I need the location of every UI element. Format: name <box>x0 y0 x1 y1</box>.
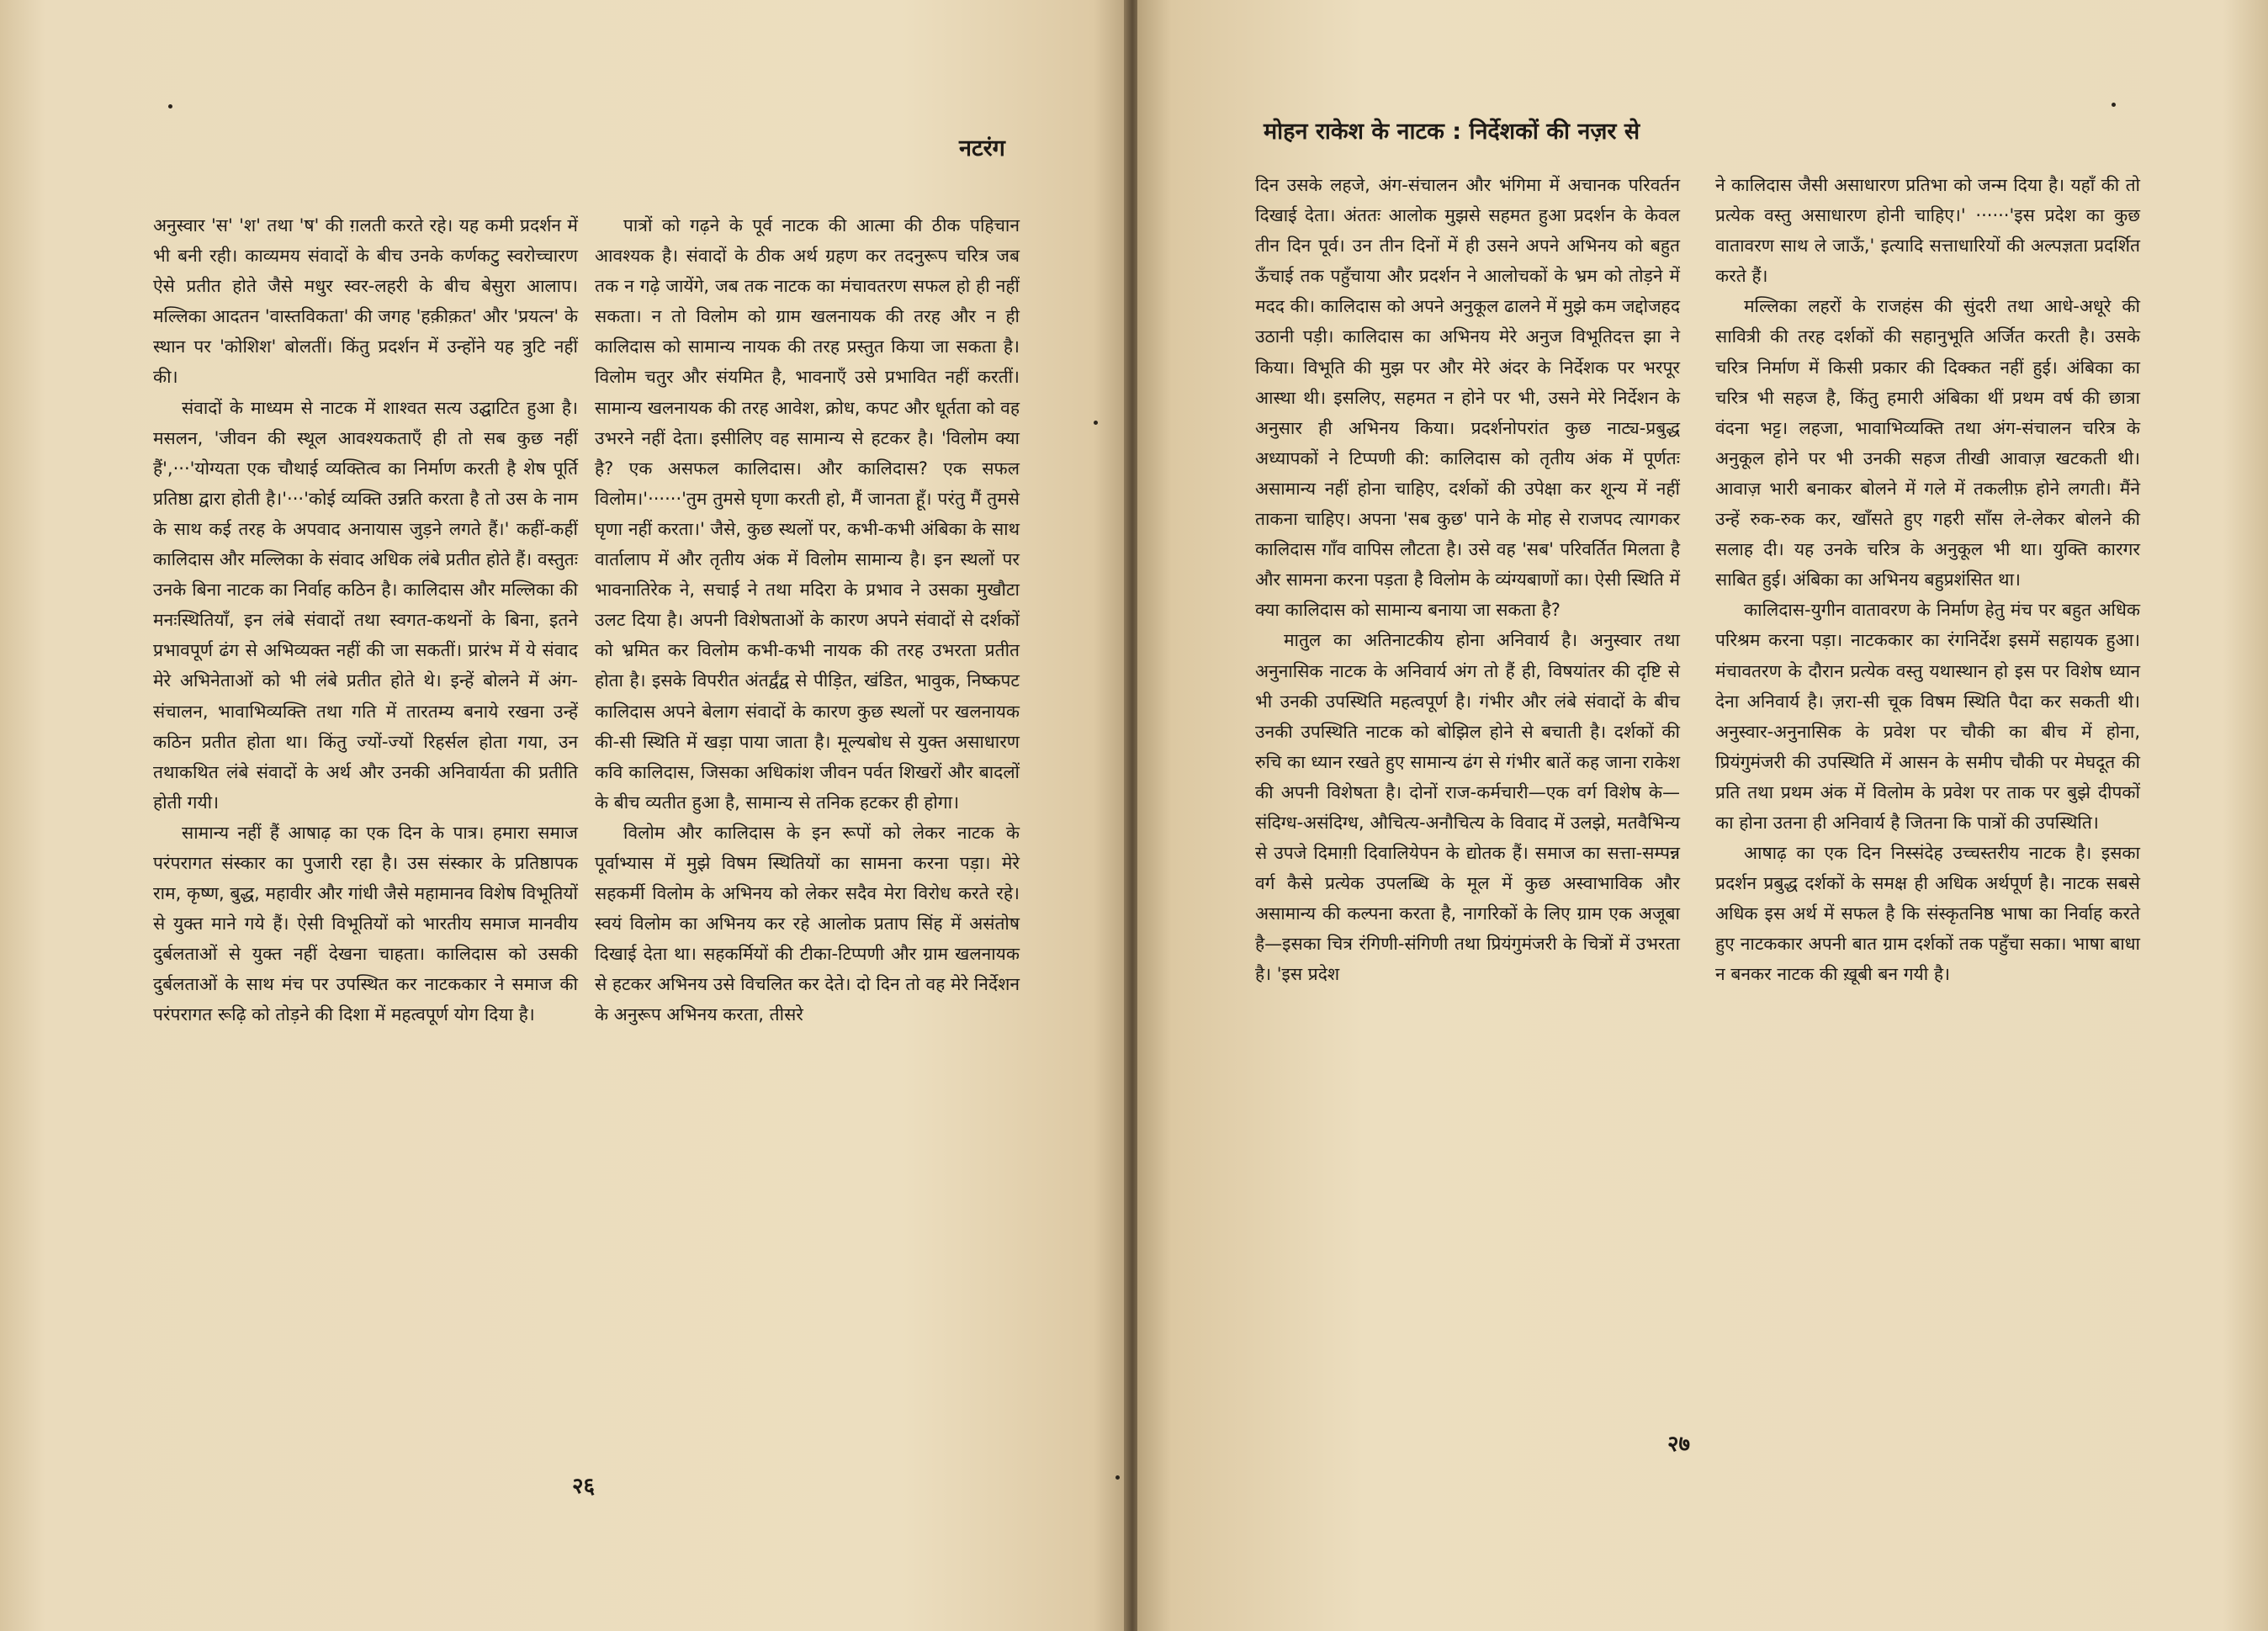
paragraph: कालिदास-युगीन वातावरण के निर्माण हेतु मंच पर बहुत अधिक परिश्रम करना पड़ा। नाटककार का रंगनिर्देश इसमें सहायक हुआ। मंचावतरण के दौरान प्रत्येक वस्तु यथास्थान हो इस पर विशेष ध्यान देना अनिवार्य है। ज़रा-सी चूक विषम स्थिति पैदा कर सकती थी। अनुस्वार-अनुनासिक के प्रवेश पर चौकी का बीच में होना, प्रियंगुमंजरी की उपस्थिति में आसन के समीप चौकी पर मेघदूत की प्रति तथा प्रथम अंक में विलोम के प्रवेश पर ताक पर बुझे दीपकों का होना उतना ही अनिवार्य है जितना कि पात्रों की उपस्थिति। <box>1715 600 2140 833</box>
right-page-column-2 <box>1715 170 2140 990</box>
paragraph: आषाढ़ का एक दिन निस्संदेह उच्चस्तरीय नाटक है। इसका प्रदर्शन प्रबुद्ध दर्शकों के समक्ष ही अधिक अर्थपूर्ण है। नाटक सबसे अधिक इस अर्थ में सफल है कि संस्कृतनिष्ठ भाषा का निर्वाह करते हुए नाटककार अपनी बात ग्राम दर्शकों तक पहुँचा सका। भाषा बाधा न बनकर नाटक की ख़ूबी बन गयी है। <box>1715 843 2140 985</box>
paragraph: ने कालिदास जैसी असाधारण प्रतिभा को जन्म दिया है। यहाँ की तो प्रत्येक वस्तु असाधारण होनी चाहिए।' ······'इस प्रदेश का कुछ वातावरण साथ ले जाऊँ,' इत्यादि सत्ताधारियों की अल्पज्ञता प्रदर्शित करते हैं। <box>1715 175 2140 287</box>
left-page <box>0 0 1127 1631</box>
page-number: २७ <box>1667 1432 1691 1457</box>
paper-speck <box>1094 421 1098 425</box>
page-number: २६ <box>572 1474 596 1499</box>
paragraph: मल्लिका लहरों के राजहंस की सुंदरी तथा आधे-अधूरे की सावित्री की तरह दर्शकों की सहानुभूति अर्जित करती है। उसके चरित्र निर्माण में किसी प्रकार की दिक्कत नहीं हुई। अंबिका का चरित्र भी सहज है, किंतु हमारी अंबिका थीं प्रथम वर्ष की छात्रा वंदना भट्ट। लहजा, भावाभिव्यक्ति तथा अंग-संचालन चरित्र के अनुकूल होने पर भी उनकी सहज तीखी आवाज़ खटकती थी। आवाज़ भारी बनाकर बोलने में गले में तकलीफ़ होने लगती। मैंने उन्हें रुक-रुक कर, खाँसते हुए गहरी साँस ले-लेकर बोलने की सलाह दी। यह उनके चरित्र के अनुकूल भी था। युक्ति कारगर साबित हुई। अंबिका का अभिनय बहुप्रशंसित था। <box>1715 296 2140 590</box>
paragraph: पात्रों को गढ़ने के पूर्व नाटक की आत्मा की ठीक पहिचान आवश्यक है। संवादों के ठीक अर्थ ग्रहण कर तदनुरूप चरित्र जब तक न गढ़े जायेंगे, जब तक नाटक का मंचावतरण सफल हो ही नहीं सकता। न तो विलोम को ग्राम खलनायक की तरह और न ही कालिदास को सामान्य नायक की तरह प्रस्तुत किया जा सकता है। विलोम चतुर और संयमित है, भावनाएँ उसे प्रभावित नहीं करतीं। सामान्य खलनायक की तरह आवेश, क्रोध, कपट और धूर्तता को वह उभरने नहीं देता। इसीलिए वह सामान्य से हटकर है। 'विलोम क्या है? एक असफल कालिदास। और कालिदास? एक सफल विलोम।'······'तुम तुमसे घृणा करती हो, मैं जानता हूँ। परंतु मैं तुमसे घृणा नहीं करता।' जैसे, कुछ स्थलों पर, कभी-कभी अंबिका के साथ वार्तालाप में और तृतीय अंक में विलोम सामान्य है। इन स्थलों पर भावनातिरेक ने, सचाई ने तथा मदिरा के प्रभाव ने उसका मुखौटा उलट दिया है। अपनी विशेषताओं के कारण अपने संवादों से दर्शकों को भ्रमित कर विलोम कभी-कभी नायक की तरह उभरता प्रतीत होता है। इसके विपरीत अंतर्द्वंद्व से पीड़ित, खंडित, भावुक, निष्कपट कालिदास अपने बेलाग संवादों के कारण कुछ स्थलों पर खलनायक की-सी स्थिति में खड़ा पाया जाता है। मूल्यबोध से युक्त असाधारण कवि कालिदास, जिसका अधिकांश जीवन पर्वत शिखरों और बादलों के बीच व्यतीत हुआ है, सामान्य से तनिक हटकर ही होगा। <box>595 215 1020 813</box>
left-page-column-2 <box>595 210 1020 1030</box>
right-page <box>1137 0 2268 1631</box>
paragraph: अनुस्वार 'स' 'श' तथा 'ष' की ग़लती करते रहे। यह कमी प्रदर्शन में भी बनी रही। काव्यमय संवादों के बीच उनके कर्णकटु स्वरोच्चारण ऐसे प्रतीत होते जैसे मधुर स्वर-लहरी के बीच बेसुरा आलाप। मल्लिका आदतन 'वास्तविकता' की जगह 'हक़ीक़त' और 'प्रयत्न' के स्थान पर 'कोशिश' बोलतीं। किंतु प्रदर्शन में उन्होंने यह त्रुटि नहीं की। <box>153 215 578 388</box>
paper-speck <box>2112 103 2116 107</box>
paper-speck <box>1115 1475 1120 1480</box>
running-head: नटरंग <box>959 135 1005 162</box>
right-page-column-1 <box>1255 170 1680 990</box>
paragraph: संवादों के माध्यम से नाटक में शाश्वत सत्य उद्घाटित हुआ है। मसलन, 'जीवन की स्थूल आवश्यकताएँ ही तो सब कुछ नहीं हैं',···'योग्यता एक चौथाई व्यक्तित्व का निर्माण करती है शेष पूर्ति प्रतिष्ठा द्वारा होती है।'···'कोई व्यक्ति उन्नति करता है तो उस के नाम के साथ कई तरह के अपवाद अनायास जुड़ने लगते हैं।' कहीं-कहीं कालिदास और मल्लिका के संवाद अधिक लंबे प्रतीत होते हैं। वस्तुतः उनके बिना नाटक का निर्वाह कठिन है। कालिदास और मल्लिका की मनःस्थितियाँ, इन लंबे संवादों तथा स्वगत-कथनों के बिना, इतने प्रभावपूर्ण ढंग से अभिव्यक्त नहीं की जा सकतीं। प्रारंभ में ये संवाद मेरे अभिनेताओं को भी लंबे प्रतीत होते थे। इन्हें बोलने में अंग-संचालन, भावाभिव्यक्ति तथा गति में तारतम्य बनाये रखना उन्हें कठिन प्रतीत होता था। किंतु ज्यों-ज्यों रिहर्सल होता गया, उन तथाकथित लंबे संवादों के अर्थ और उनकी अनिवार्यता की प्रतीति होती गयी। <box>153 397 578 813</box>
paragraph: विलोम और कालिदास के इन रूपों को लेकर नाटक के पूर्वाभ्यास में मुझे विषम स्थितियों का सामना करना पड़ा। मेरे सहकर्मी विलोम के अभिनय को लेकर सदैव मेरा विरोध करते रहे। स्वयं विलोम का अभिनय कर रहे आलोक प्रताप सिंह में असंतोष दिखाई देता था। सहकर्मियों की टीका-टिप्पणी और ग्राम खलनायक से हटकर अभिनय उसे विचलित कर देते। दो दिन तो वह मेरे निर्देशन के अनुरूप अभिनय करता, तीसरे <box>595 822 1020 1025</box>
paper-speck <box>168 104 172 109</box>
paragraph: मातुल का अतिनाटकीय होना अनिवार्य है। अनुस्वार तथा अनुनासिक नाटक के अनिवार्य अंग तो हैं ही, विषयांतर की दृष्टि से भी उनकी उपस्थिति महत्वपूर्ण है। गंभीर और लंबे संवादों के बीच उनकी उपस्थिति नाटक को बोझिल होने से बचाती है। दर्शकों की रुचि का ध्यान रखते हुए सामान्य ढंग से गंभीर बातें कह जाना राकेश की अपनी विशेषता है। दोनों राज-कर्मचारी—एक वर्ग विशेष के—संदिग्ध-असंदिग्ध, औचित्य-अनौचित्य के विवाद में उलझे, मतवैभिन्य से उपजे दिमाग़ी दिवालियेपन के द्योतक हैं। समाज का सत्ता-सम्पन्न वर्ग कैसे प्रत्येक उपलब्धि के मूल में कुछ अस्वाभाविक और असामान्य की कल्पना करता है, नागरिकों के लिए ग्राम एक अजूबा है—इसका चित्र रंगिणी-संगिणी तथा प्रियंगुमंजरी के चित्रों में उभरता है। 'इस प्रदेश <box>1255 630 1680 985</box>
left-page-column-1 <box>153 210 578 1030</box>
paragraph: दिन उसके लहजे, अंग-संचालन और भंगिमा में अचानक परिवर्तन दिखाई देता। अंततः आलोक मुझसे सहमत हुआ प्रदर्शन के केवल तीन दिन पूर्व। उन तीन दिनों में ही उसने अपने अभिनय को बहुत ऊँचाई तक पहुँचाया और प्रदर्शन ने आलोचकों के भ्रम को तोड़ने में मदद की। कालिदास को अपने अनुकूल ढालने में मुझे कम जद्दोजहद उठानी पड़ी। कालिदास का अभिनय मेरे अनुज विभूतिदत्त झा ने किया। विभूति की मुझ पर और मेरे अंदर के निर्देशक पर भरपूर आस्था थी। इसलिए, सहमत न होने पर भी, उसने मेरे निर्देशन के अनुसार ही अभिनय किया। प्रदर्शनोपरांत कुछ नाट्य-प्रबुद्ध अध्यापकों ने टिप्पणी की: कालिदास को तृतीय अंक में पूर्णतः असामान्य नहीं होना चाहिए, दर्शकों की उपेक्षा कर शून्य में नहीं ताकना चाहिए। अपना 'सब कुछ' पाने के मोह से राजपद त्यागकर कालिदास गाँव वापिस लौटता है। उसे वह 'सब' परिवर्तित मिलता है और सामना करना पड़ता है विलोम के व्यंग्यबाणों का। ऐसी स्थिति में क्या कालिदास को सामान्य बनाया जा सकता है? <box>1255 175 1680 621</box>
paragraph: सामान्य नहीं हैं आषाढ़ का एक दिन के पात्र। हमारा समाज परंपरागत संस्कार का पुजारी रहा है। उस संस्कार के प्रतिष्ठापक राम, कृष्ण, बुद्ध, महावीर और गांधी जैसे महामानव विशेष विभूतियों से युक्त माने गये हैं। ऐसी विभूतियों को भारतीय समाज मानवीय दुर्बलताओं से युक्त नहीं देखना चाहता। कालिदास को उसकी दुर्बलताओं के साथ मंच पर उपस्थित कर नाटककार ने समाज की परंपरागत रूढ़ि को तोड़ने की दिशा में महत्वपूर्ण योग दिया है। <box>153 822 578 1025</box>
running-head: मोहन राकेश के नाटक : निर्देशकों की नज़र से <box>1264 119 1640 145</box>
